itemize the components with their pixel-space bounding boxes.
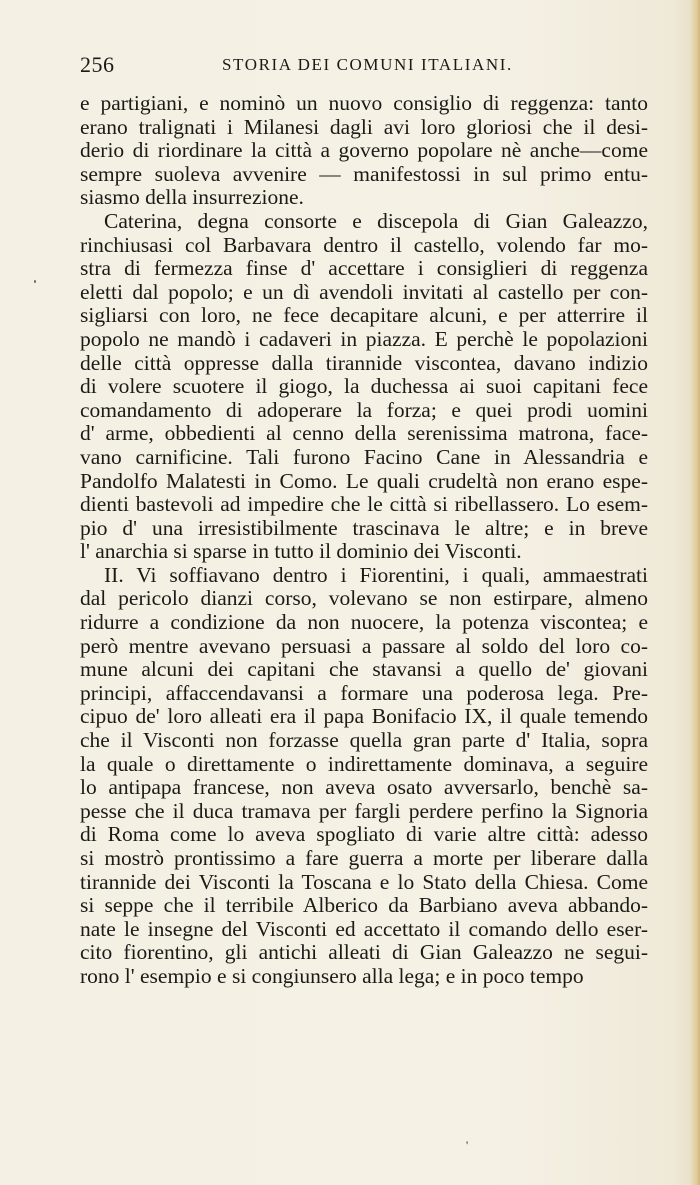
text-line: lo antipapa francese, non aveva osato avversarlo, benchè sa-	[80, 775, 648, 800]
text-line: la quale o direttamente o indirettamente dominava, a seguire	[80, 751, 648, 776]
text-line: delle città oppresse dalla tirannide viscontea, davano indizio	[80, 350, 648, 375]
text-line: dienti bastevoli ad impedire che le città si ribellassero. Lo esem-	[80, 492, 648, 517]
text-line: che il Visconti non forzasse quella gran parte d' Italia, sopra	[80, 728, 648, 753]
paragraph-2	[80, 210, 648, 564]
text-line: vano carnificine. Tali furono Facino Cane in Alessandria e	[80, 444, 648, 469]
text-line: cito fiorentino, gli antichi alleati di Gian Galeazzo ne segui-	[80, 940, 648, 965]
text-line: pio d' una irresistibilmente trascinava le altre; e in breve	[80, 515, 648, 540]
text-line: e partigiani, e nominò un nuovo consiglio di reggenza: tanto	[80, 91, 648, 115]
text-line: rono l' esempio e si congiunsero alla lega; e in poco tempo	[80, 963, 584, 988]
text-line: derio di riordinare la città a governo popolare nè anche—come	[80, 138, 648, 163]
running-title: STORIA DEI COMUNI ITALIANI.	[222, 55, 513, 74]
text-line: sigliarsi con loro, ne fece decapitare alcuni, e per atterrire il	[80, 303, 648, 328]
text-line: popolo ne mandò i cadaveri in piazza. E perchè le popolazioni	[80, 326, 648, 351]
text-line: di Roma come lo aveva spogliato di varie altre città: adesso	[80, 822, 648, 847]
text-line: di volere scuotere il giogo, la duchessa ai suoi capitani fece	[80, 374, 648, 399]
text-line: mune alcuni dei capitani che stavansi a quello de' giovani	[80, 657, 648, 682]
body-text	[80, 92, 648, 989]
text-line: si seppe che il terribile Alberico da Barbiano aveva abbando-	[80, 893, 648, 918]
text-line: principi, affaccendavansi a formare una poderosa lega. Pre-	[80, 680, 648, 705]
text-line: erano tralignati i Milanesi dagli avi loro gloriosi che il desi-	[80, 114, 648, 139]
page-header	[80, 52, 648, 78]
text-line: sempre suoleva avvenire — manifestossi in sul primo entu-	[80, 161, 648, 186]
text-line: dal pericolo dianzi corso, volevano se non estirpare, almeno	[80, 586, 648, 611]
paragraph-1	[80, 92, 648, 210]
text-line: Caterina, degna consorte e discepola di Gian Galeazzo,	[104, 208, 648, 233]
text-line: nate le insegne del Visconti ed accettato il comando dello eser-	[80, 916, 648, 941]
text-line: d' arme, obbedienti al cenno della serenissima matrona, face-	[80, 421, 648, 446]
text-line: comandamento di adoperare la forza; e quei prodi uomini	[80, 397, 648, 422]
page-edge-shadow	[690, 0, 700, 1185]
text-line: si mostrò prontissimo a fare guerra a morte per liberare dalla	[80, 846, 648, 870]
footer-mark: '	[466, 1138, 469, 1152]
text-line: eletti dal popolo; e un dì avendoli invitati al castello per con-	[80, 279, 648, 304]
text-line: l' anarchia si sparse in tutto il dominio dei Visconti.	[80, 539, 522, 564]
text-line: ridurre a condizione da non nuocere, la potenza viscontea; e	[80, 610, 648, 635]
page-number: 256	[80, 52, 115, 77]
text-line: siasmo della insurrezione.	[80, 185, 304, 210]
text-line: rinchiusasi col Barbavara dentro il castello, volendo far mo-	[80, 232, 648, 257]
text-line: tirannide dei Visconti la Toscana e lo Stato della Chiesa. Come	[80, 869, 648, 894]
text-line: stra di fermezza finse d' accettare i consiglieri di reggenza	[80, 256, 648, 281]
text-line: Pandolfo Malatesti in Como. Le quali crudeltà non erano espe-	[80, 468, 648, 493]
text-line: cipuo de' loro alleati era il papa Bonifacio IX, il quale temendo	[80, 704, 648, 729]
paper-speck	[34, 280, 36, 283]
paragraph-3	[80, 564, 648, 989]
text-line: II. Vi soffiavano dentro i Fiorentini, i quali, ammaestrati	[104, 562, 648, 587]
text-line: però mentre avevano persuasi a passare al soldo del loro co-	[80, 633, 648, 658]
text-line: pesse che il duca tramava per fargli perdere perfino la Signoria	[80, 798, 648, 823]
